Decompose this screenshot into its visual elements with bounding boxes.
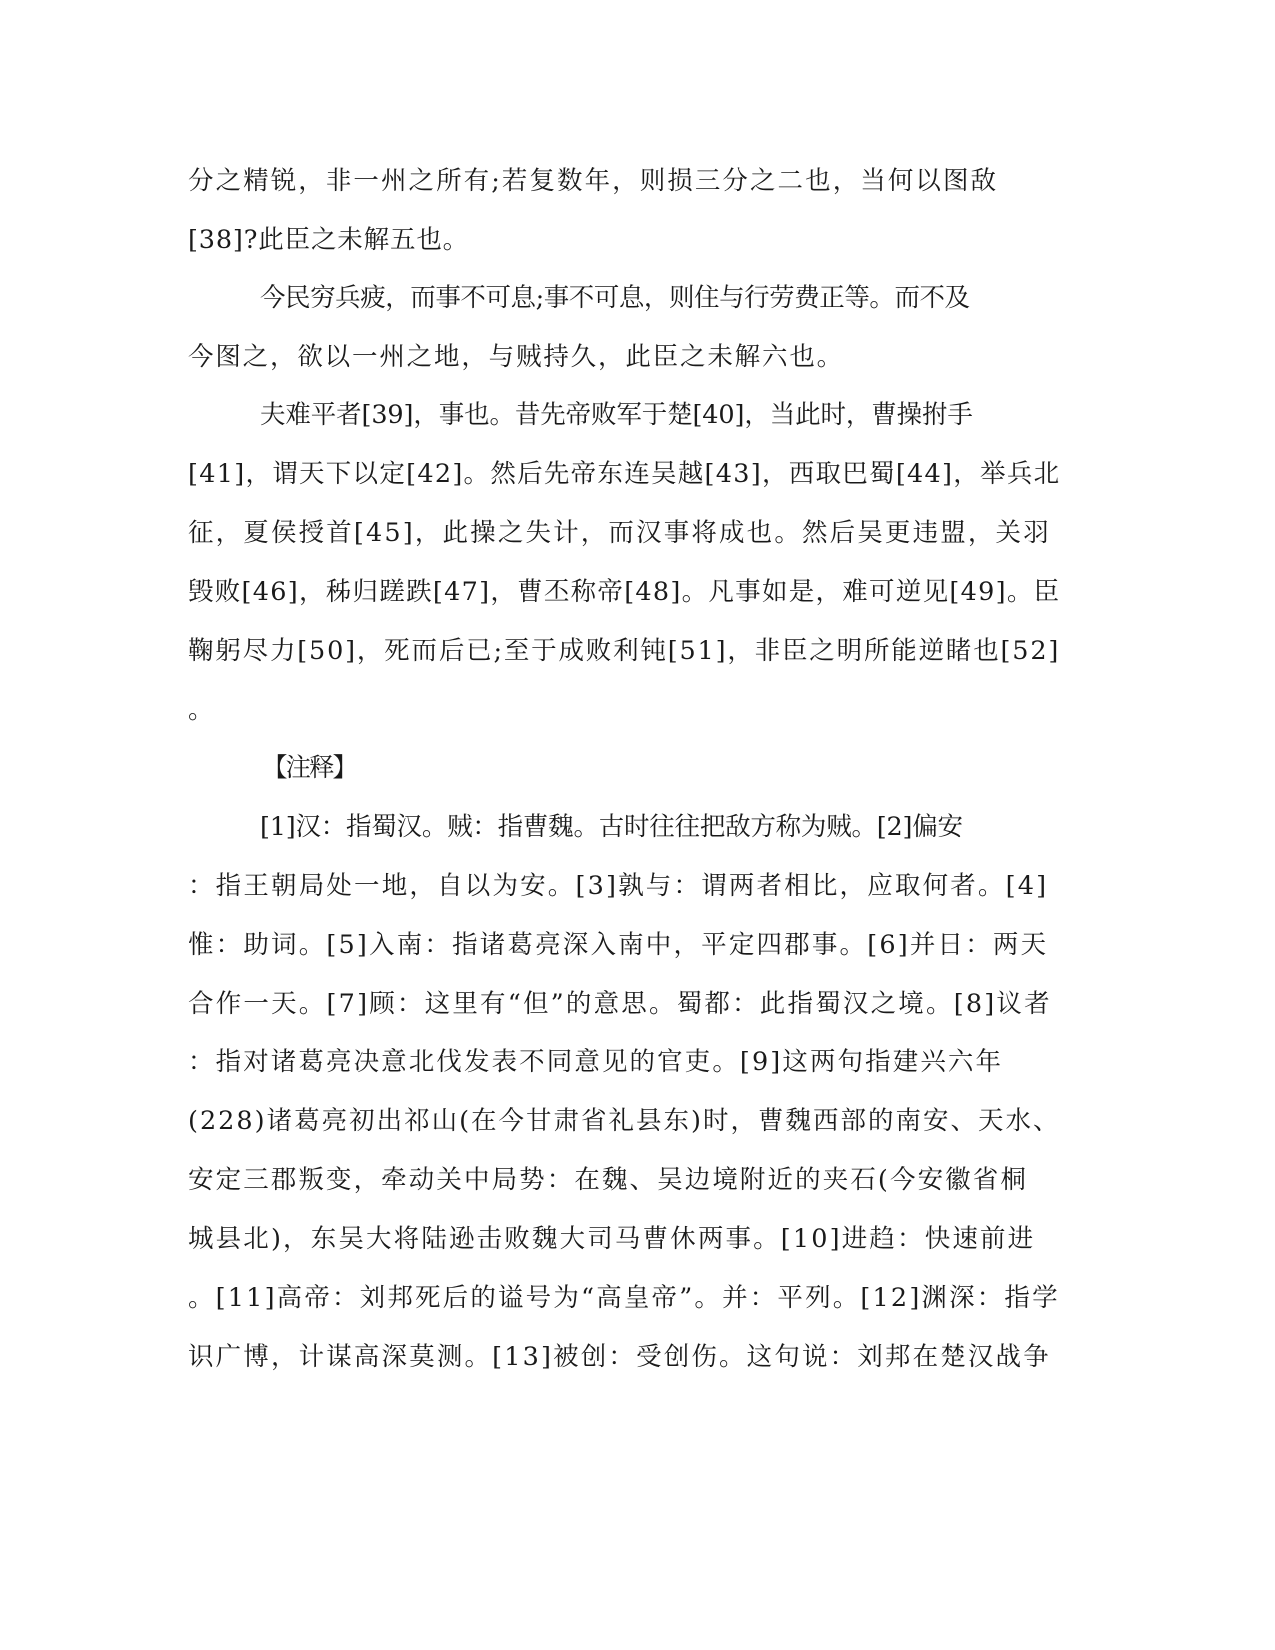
text-line-9: 鞠躬尽力[50]，死而后已;至于成败利钝[51]，非臣之明所能逆睹也[52] — [188, 636, 1061, 666]
text-line-5: 夫难平者[39]，事也。昔先帝败军于楚[40]，当此时，曹操拊手 — [260, 400, 973, 430]
note-line-3: 惟：助词。[5]入南：指诸葛亮深入南中，平定四郡事。[6]并日：两天 — [188, 930, 1049, 960]
annotations-heading: 【注释】 — [262, 753, 357, 783]
text-line-8: 毁败[46]，秭归蹉跌[47]，曹丕称帝[48]。凡事如是，难可逆见[49]。臣 — [188, 577, 1061, 607]
note-line-2: ：指王朝局处一地，自以为安。[3]孰与：谓两者相比，应取何者。[4] — [188, 871, 1049, 901]
text-line-3: 今民穷兵疲，而事不可息;事不可息，则住与行劳费正等。而不及 — [260, 283, 970, 313]
note-line-5: ：指对诸葛亮决意北伐发表不同意见的官吏。[9]这两句指建兴六年 — [188, 1047, 1004, 1077]
text-line-6: [41]，谓天下以定[42]。然后先帝东连吴越[43]，西取巴蜀[44]，举兵北 — [188, 459, 1061, 489]
text-line-7: 征，夏侯授首[45]，此操之失计，而汉事将成也。然后吴更违盟，关羽 — [188, 518, 1051, 548]
note-line-4: 合作一天。[7]顾：这里有“但”的意思。蜀都：此指蜀汉之境。[8]议者 — [188, 989, 1052, 1019]
text-line-4: 今图之，欲以一州之地，与贼持久，此臣之未解六也。 — [188, 342, 845, 372]
note-line-9: 。[11]高帝：刘邦死后的谥号为“高皇帝”。并：平列。[12]渊深：指学 — [188, 1283, 1060, 1313]
note-line-6: (228)诸葛亮初出祁山(在今甘肃省礼县东)时，曹魏西部的南安、天水、 — [188, 1106, 1061, 1136]
note-line-7: 安定三郡叛变，牵动关中局势：在魏、吴边境附近的夹石(今安徽省桐 — [188, 1165, 1028, 1195]
text-line-10: 。 — [188, 695, 212, 725]
text-line-2: [38]?此臣之未解五也。 — [188, 225, 470, 255]
note-line-10: 识广博，计谋高深莫测。[13]被创：受创伤。这句说：刘邦在楚汉战争 — [188, 1342, 1051, 1372]
note-line-8: 城县北)，东吴大将陆逊击败魏大司马曹休两事。[10]进趋：快速前进 — [188, 1224, 1036, 1254]
text-line-1: 分之精锐，非一州之所有;若复数年，则损三分之二也，当何以图敌 — [188, 166, 999, 196]
note-line-1: [1]汉：指蜀汉。贼：指曹魏。古时往往把敌方称为贼。[2]偏安 — [260, 812, 963, 842]
